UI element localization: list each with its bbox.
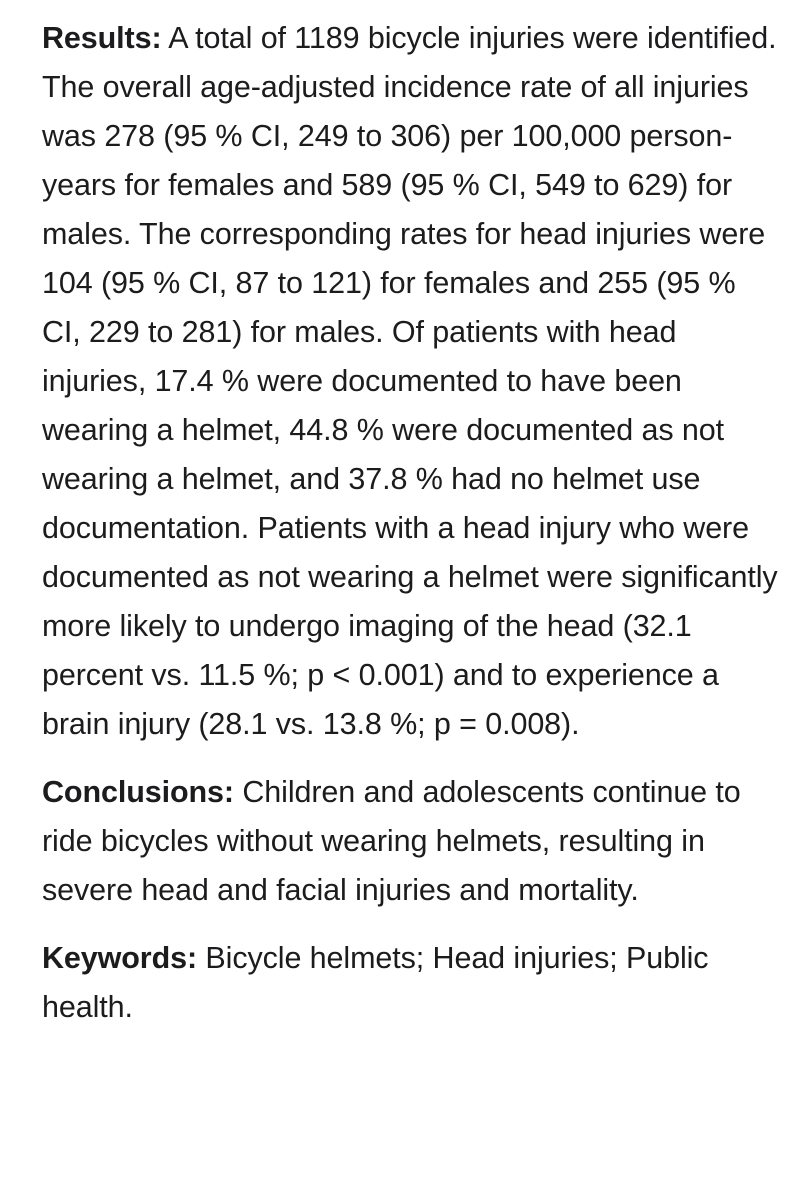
- keywords-heading: Keywords:: [42, 941, 198, 975]
- results-text: A total of 1189 bicycle injuries were identified. The overall age-adjusted incidence rate of all injuries was 278 (95 % CI, 249 to 306) per 100,000 person-years for females and 589 (95 % CI, 549 to 629) for males. The corresponding rates for head injuries were 104 (95 % CI, 87 to 121) for females and 255 (95 % CI, 229 to 281) for males. Of patients with head injuries, 17.4 % were documented to have been wearing a helmet, 44.8 % were documented as not wearing a helmet, and 37.8 % had no helmet use documentation. Patients with a head injury who were documented as not wearing a helmet were significantly more likely to undergo imaging of the head (32.1 percent vs. 11.5 %; p < 0.001) and to experience a brain injury (28.1 vs. 13.8 %; p = 0.008).: [42, 21, 778, 741]
- results-heading: Results:: [42, 21, 162, 55]
- keywords-text: Bicycle helmets; Head injuries; Public health.: [42, 941, 709, 1024]
- keywords-paragraph: [42, 934, 782, 1032]
- conclusions-heading: Conclusions:: [42, 775, 234, 809]
- conclusions-text: Children and adolescents continue to ride bicycles without wearing helmets, resulting in severe head and facial injuries and mortality.: [42, 775, 741, 907]
- abstract-body: [42, 14, 782, 1032]
- results-paragraph: [42, 14, 782, 749]
- conclusions-paragraph: [42, 768, 782, 915]
